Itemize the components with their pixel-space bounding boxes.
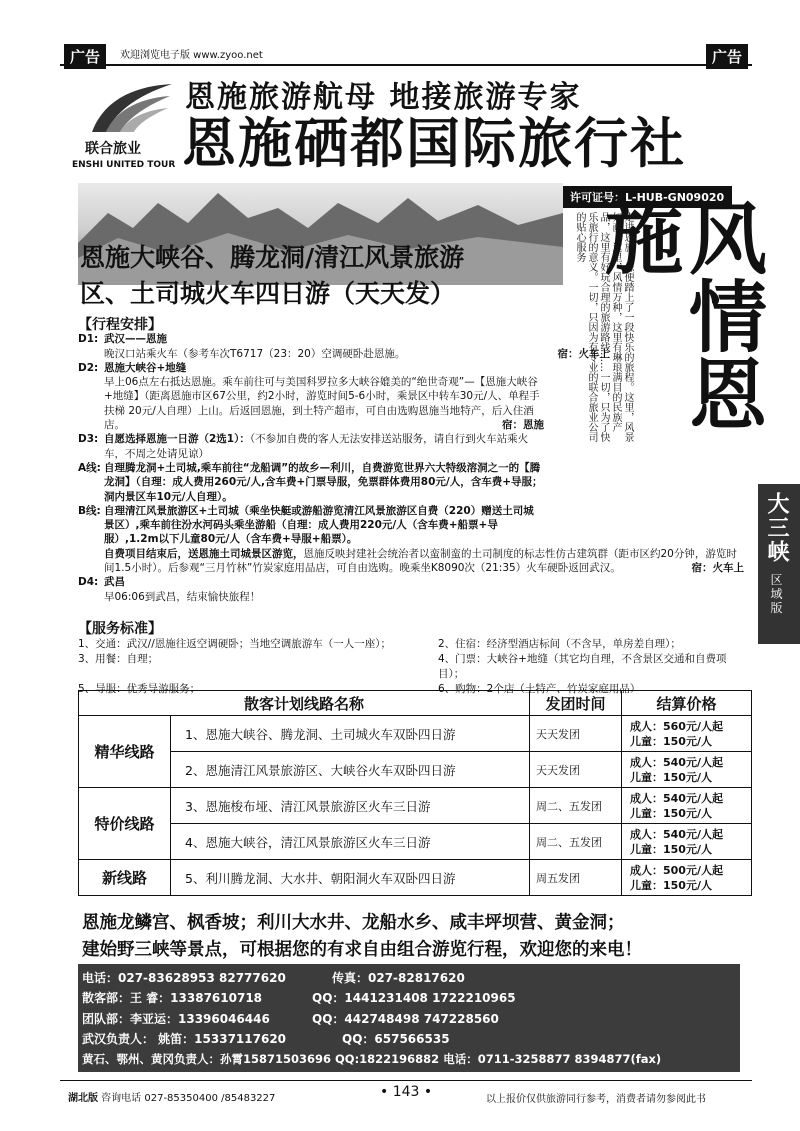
service-item: 3、用餐：自理；	[78, 653, 159, 665]
contact-fax: 传真：027-82817620	[332, 971, 465, 985]
service-standards	[78, 622, 750, 697]
day-3: D3: 自愿选择恩施一日游（2选1）：（不参加自费的客人无法安排送站服务，请自行到火车站乘火车，不周之处请见谅）	[78, 433, 529, 460]
contact-retail-qq: QQ：1441231408 1722210965	[312, 991, 516, 1006]
line-a: A线: 自理腾龙洞+土司城,乘车前往“龙船调”的故乡—利川，自费游览世界六大特级溶洞之一的【腾龙洞】（自理：成人费用260元/人,含车费+门票导服，免票群体费用80元/人，含车费+导服；洞内景区车10元/人自理）。	[78, 461, 543, 503]
routes-table	[78, 690, 752, 896]
itinerary: 【行程安排】 D1: 武汉——恩施 晚汉口站乘火车（参考车次T6717（23：20）空调硬卧赴恩施。 宿：火车上 D2: 恩施大峡谷+地缝 早上06点左右抵达恩施。乘车前往可与美国科罗拉多大峡谷媲美的“绝世奇观”—【恩施大峡谷+地缝】（距离恩施市区67公里，约2小时，游览时间5-6小时，乘景区中转车30元/人、单程手扶梯 20元/人自理）上山。后返回恩施，到土特产超市，可自由选购恩施当地特产，后入住酒店。 宿：恩施 D3: 自愿选择恩施一日游（2选1）：（不参加自费的客人无法安排送站服务，请自行到火车站乘火车，不周之处请见谅） A线: 自理腾龙洞+土司城,乘车前往“龙船调”的故乡—利川，自费游览世界六大特级溶洞之一的【腾龙洞】（自理：成人费用260元/人,含车费+门票导服，免票群体费用80元/人，含车费+导服；洞内景区车10元/人自理）。 B线: 自理清江风景旅游区+土司城（乘坐快艇或游船游览清江风景旅游区自费（220）赠送土司城景区）,乘车前往汾水河码头乘坐游船（自理：成人费用220元/人（含车费+船票+导服）,1.2m以下儿童80元/人（含车费+导服+船票）。 自费项目结束后，送恩施土司城景区游览，恩施反映封建社会统治者以蛮制蛮的土司制度的标志性仿古建筑群（距市区约20分钟，游览时间1.5小时）。后参观“三月竹林”竹炭家庭用品店，可自由选购。晚乘坐K8090次（21:35）火车硬卧返回武汉。 宿：火车上 D4: 武昌 早06:06到武昌，结束愉快旅程！	[78, 318, 750, 604]
license-number: 许可证号：L-HUB-GN09020	[562, 186, 732, 208]
trip-title-line1: 恩施大峡谷、腾龙洞/清江风景旅游	[80, 243, 465, 272]
welcome-text: 欢迎浏览电子版 www.zyoo.net	[120, 50, 263, 61]
footer-divider	[60, 1080, 752, 1081]
category-jinghua: 精华线路	[79, 716, 171, 788]
day-2: D2: 恩施大峡谷+地缝	[78, 361, 187, 374]
col-departure: 发团时间	[530, 691, 622, 716]
contact-box	[78, 964, 740, 1072]
header-divider	[60, 64, 752, 66]
contact-group: 团队部：李亚运：13396046446	[82, 1011, 270, 1026]
category-tejia: 特价线路	[79, 788, 171, 860]
table-row: 特价线路 3、恩施梭布垭、清江风景旅游区火车三日游 周二、五发团 成人：540元/人起 儿童：150元/人	[79, 788, 752, 824]
service-item: 4、门票：大峡谷+地缝（其它均自理，不含景区交通和自费项目）；	[438, 653, 727, 680]
contact-retail: 散客部：王 睿：13387610718	[82, 991, 263, 1006]
contact-phone: 电话：027-83628953 82777620	[82, 971, 286, 985]
region-side-tab	[758, 484, 800, 644]
service-item: 1、交通：武汉//恩施往返空调硬卧；当地空调旅游车（一人一座）；	[78, 638, 392, 650]
promo-text	[82, 910, 752, 964]
day-1: D1: 武汉——恩施	[78, 333, 167, 346]
col-price: 结算价格	[622, 691, 752, 716]
company-name: 恩施硒都国际旅行社	[182, 112, 686, 175]
logo-cn: 联合旅业	[85, 141, 141, 157]
ad-label-left: 广告	[64, 44, 106, 69]
logo-en: ENSHI UNITED TOUR	[72, 160, 176, 170]
service-item: 6、购物：2个店（土特产、竹炭家庭用品）	[438, 683, 641, 695]
contact-wuhan-qq: QQ：657566535	[342, 1031, 450, 1046]
day-4: D4: 武昌	[78, 576, 125, 589]
region-tab-sub: 区域版	[769, 573, 783, 616]
trip-title	[80, 240, 550, 312]
contact-group-qq: QQ：442748498 747228560	[312, 1011, 499, 1026]
col-route-name: 散客计划线路名称	[79, 691, 530, 716]
services-heading: 【服务标准】	[78, 621, 162, 637]
footer-left: 湖北版 咨询电话 027-85350400 /85483227	[68, 1093, 276, 1104]
category-new: 新线路	[79, 860, 171, 896]
ad-label-right: 广告	[706, 44, 748, 69]
footer-disclaimer: 以上报价仅供旅游同行参考，消费者请勿参阅此书	[486, 1094, 706, 1105]
table-row: 新线路 5、利川腾龙洞、大水井、朝阳洞火车双卧四日游 周五发团 成人：500元/人起 儿童：150元/人	[79, 860, 752, 896]
intro-vertical-text: 走进恩施，您便踏上了一段快乐的旅程。这里，风景如画，这里，风情万种，这里有琳琅满目的民族产品，这里有好玩合理的旅游路线……一切，只为了快乐旅行的意义。一切，只因为有专业的联合旅业公司的贴心服务	[574, 212, 633, 442]
table-row: 2、恩施清江风景旅游区、大峡谷火车双卧四日游 天天发团 成人：540元/人起 儿童：150元/人	[79, 752, 752, 788]
trip-title-line2: 区、土司城火车四日游（天天发）	[80, 279, 456, 308]
slogan: 恩施旅游航母 地接旅游专家	[185, 80, 582, 115]
contact-wuhan: 武汉负责人： 姚笛：15337117620	[82, 1031, 287, 1046]
line-b: B线: 自理清江风景旅游区+土司城（乘坐快艇或游船游览清江风景旅游区自费（220）赠送土司城景区）,乘车前往汾水河码头乘坐游船（自理：成人费用220元/人（含车费+船票+导服）,1.2m以下儿童80元/人（含车费+导服+船票）。	[78, 504, 534, 546]
logo-swoosh-icon	[84, 80, 174, 140]
table-row: 精华线路 1、恩施大峡谷、腾龙洞、土司城火车双卧四日游 天天发团 成人：560元/人起 儿童：150元/人	[79, 716, 752, 752]
promo-line1: 恩施龙鳞宫、枫香坡；利川大水井、龙船水乡、咸丰坪坝营、黄金洞；	[82, 913, 625, 933]
service-item: 2、住宿：经济型酒店标间（不含早，单房差自理）；	[438, 638, 681, 650]
itinerary-heading: 【行程安排】	[78, 317, 162, 333]
calligraphy-chars: 风情恩施	[592, 198, 767, 432]
promo-line2: 建始野三峡等景点，可根据您的有求自由组合游览行程，欢迎您的来电！	[82, 940, 642, 960]
page-number: • 143 •	[380, 1084, 433, 1100]
region-tab-title: 大三峡	[764, 492, 789, 564]
table-row: 4、恩施大峡谷，清江风景旅游区火车三日游 周二、五发团 成人：540元/人起 儿童：150元/人	[79, 824, 752, 860]
service-item: 5、导服：优秀导游服务；	[78, 683, 201, 695]
contact-regional: 黄石、鄂州、黄冈负责人：孙霄15871503696 QQ:1822196882 电话：0711-3258877 8394877(fax)	[82, 1052, 662, 1067]
